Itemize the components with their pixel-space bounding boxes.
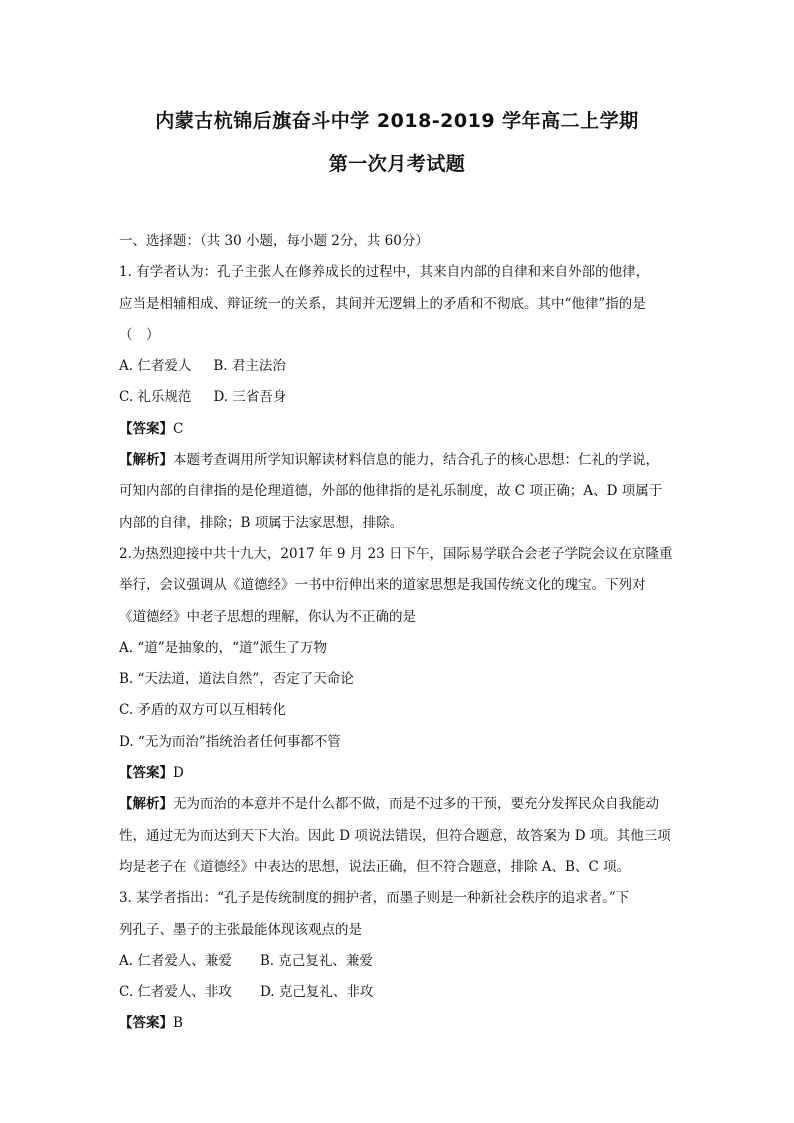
q3-option-d: D. 克己复礼、非攻 — [259, 984, 374, 1001]
q1-option-c: C. 礼乐规范 — [119, 389, 192, 406]
q2-analysis-line: 性，通过无为而达到天下大治。因此 D 项说法错误，但符合题意，故答案为 D 项。其他三项 — [119, 827, 671, 844]
q2-stem-line: 2.为热烈迎接中共十九大，2017 年 9 月 23 日下午，国际易学联合会老子学院会议在京隆重 — [119, 545, 673, 562]
q2-option-b: B. “天法道，道法自然”，否定了天命论 — [119, 671, 354, 688]
q3-stem-line: 列孔子、墨子的主张最能体现该观点的是 — [119, 921, 362, 938]
analysis-text: 本题考查调用所学知识解读材料信息的能力，结合孔子的核心思想：仁礼的学说， — [173, 452, 659, 469]
q1-stem-line: 1. 有学者认为：孔子主张人在修养成长的过程中，其来自内部的自律和来自外部的他律， — [119, 264, 650, 281]
q1-option-a: A. 仁者爱人 — [119, 358, 192, 375]
q2-analysis-line — [119, 789, 679, 820]
analysis-label: 【解析】 — [119, 796, 173, 813]
q1-options-row — [119, 351, 679, 382]
q2-answer — [119, 758, 679, 789]
q1-stem-line: （ ） — [119, 326, 160, 343]
q2-option-c: C. 矛盾的双方可以互相转化 — [119, 702, 286, 719]
q3-option-a: A. 仁者爱人、兼爱 — [119, 952, 232, 969]
answer-label: 【答案】 — [119, 765, 173, 782]
q3-stem-line: 3. 某学者指出：“孔子是传统制度的拥护者，而墨子则是一种新社会秩序的追求者。”下 — [119, 890, 630, 907]
q1-answer — [119, 414, 679, 445]
q3-options-row — [119, 977, 679, 1008]
q1-options-row — [119, 382, 679, 413]
answer-value: C — [173, 420, 184, 437]
q1-analysis-line: 内部的自律，排除；B 项属于法家思想，排除。 — [119, 514, 404, 531]
q2-option-d: D. “无为而治”指统治者任何事都不管 — [119, 733, 341, 750]
document-body — [119, 226, 679, 1040]
q1-analysis-line: 可知内部的自律指的是伦理道德，外部的他律指的是礼乐制度，故 C 项正确；A、D 项属于 — [119, 483, 663, 500]
answer-value: B — [173, 1015, 183, 1032]
title-line-1: 内蒙古杭锦后旗奋斗中学 2018-2019 学年高二上学期 — [155, 110, 639, 132]
q3-option-b: B. 克己复礼、兼爱 — [259, 952, 373, 969]
q3-option-c: C. 仁者爱人、非攻 — [119, 984, 232, 1001]
analysis-text: 无为而治的本意并不是什么都不做，而是不过多的干预，要充分发挥民众自我能动 — [173, 796, 659, 813]
q1-analysis-line — [119, 445, 679, 476]
q2-analysis-line: 均是老子在《道德经》中表达的思想，说法正确，但不符合题意，排除 A、B、C 项。 — [119, 858, 631, 875]
answer-value: D — [173, 765, 184, 782]
analysis-label: 【解析】 — [119, 452, 173, 469]
q2-option-a: A. “道”是抽象的，“道”派生了万物 — [119, 639, 327, 656]
q2-stem-line: 举行，会议强调从《道德经》一书中衍伸出来的道家思想是我国传统文化的瑰宝。下列对 — [119, 577, 646, 594]
answer-label: 【答案】 — [119, 420, 173, 437]
q2-stem-line: 《道德经》中老子思想的理解，你认为不正确的是 — [119, 608, 416, 625]
title-line-2: 第一次月考试题 — [328, 153, 466, 175]
q1-stem-line: 应当是相辅相成、辩证统一的关系，其间并无逻辑上的矛盾和不彻底。其中“他律”指的是 — [119, 295, 646, 312]
q3-options-row — [119, 946, 679, 977]
q1-option-d: D. 三省吾身 — [213, 389, 287, 406]
answer-label: 【答案】 — [119, 1015, 173, 1032]
section-heading: 一、选择题：（共 30 小题，每小题 2分，共 60分） — [119, 233, 429, 249]
q3-answer — [119, 1008, 679, 1039]
q1-option-b: B. 君主法治 — [213, 358, 286, 375]
